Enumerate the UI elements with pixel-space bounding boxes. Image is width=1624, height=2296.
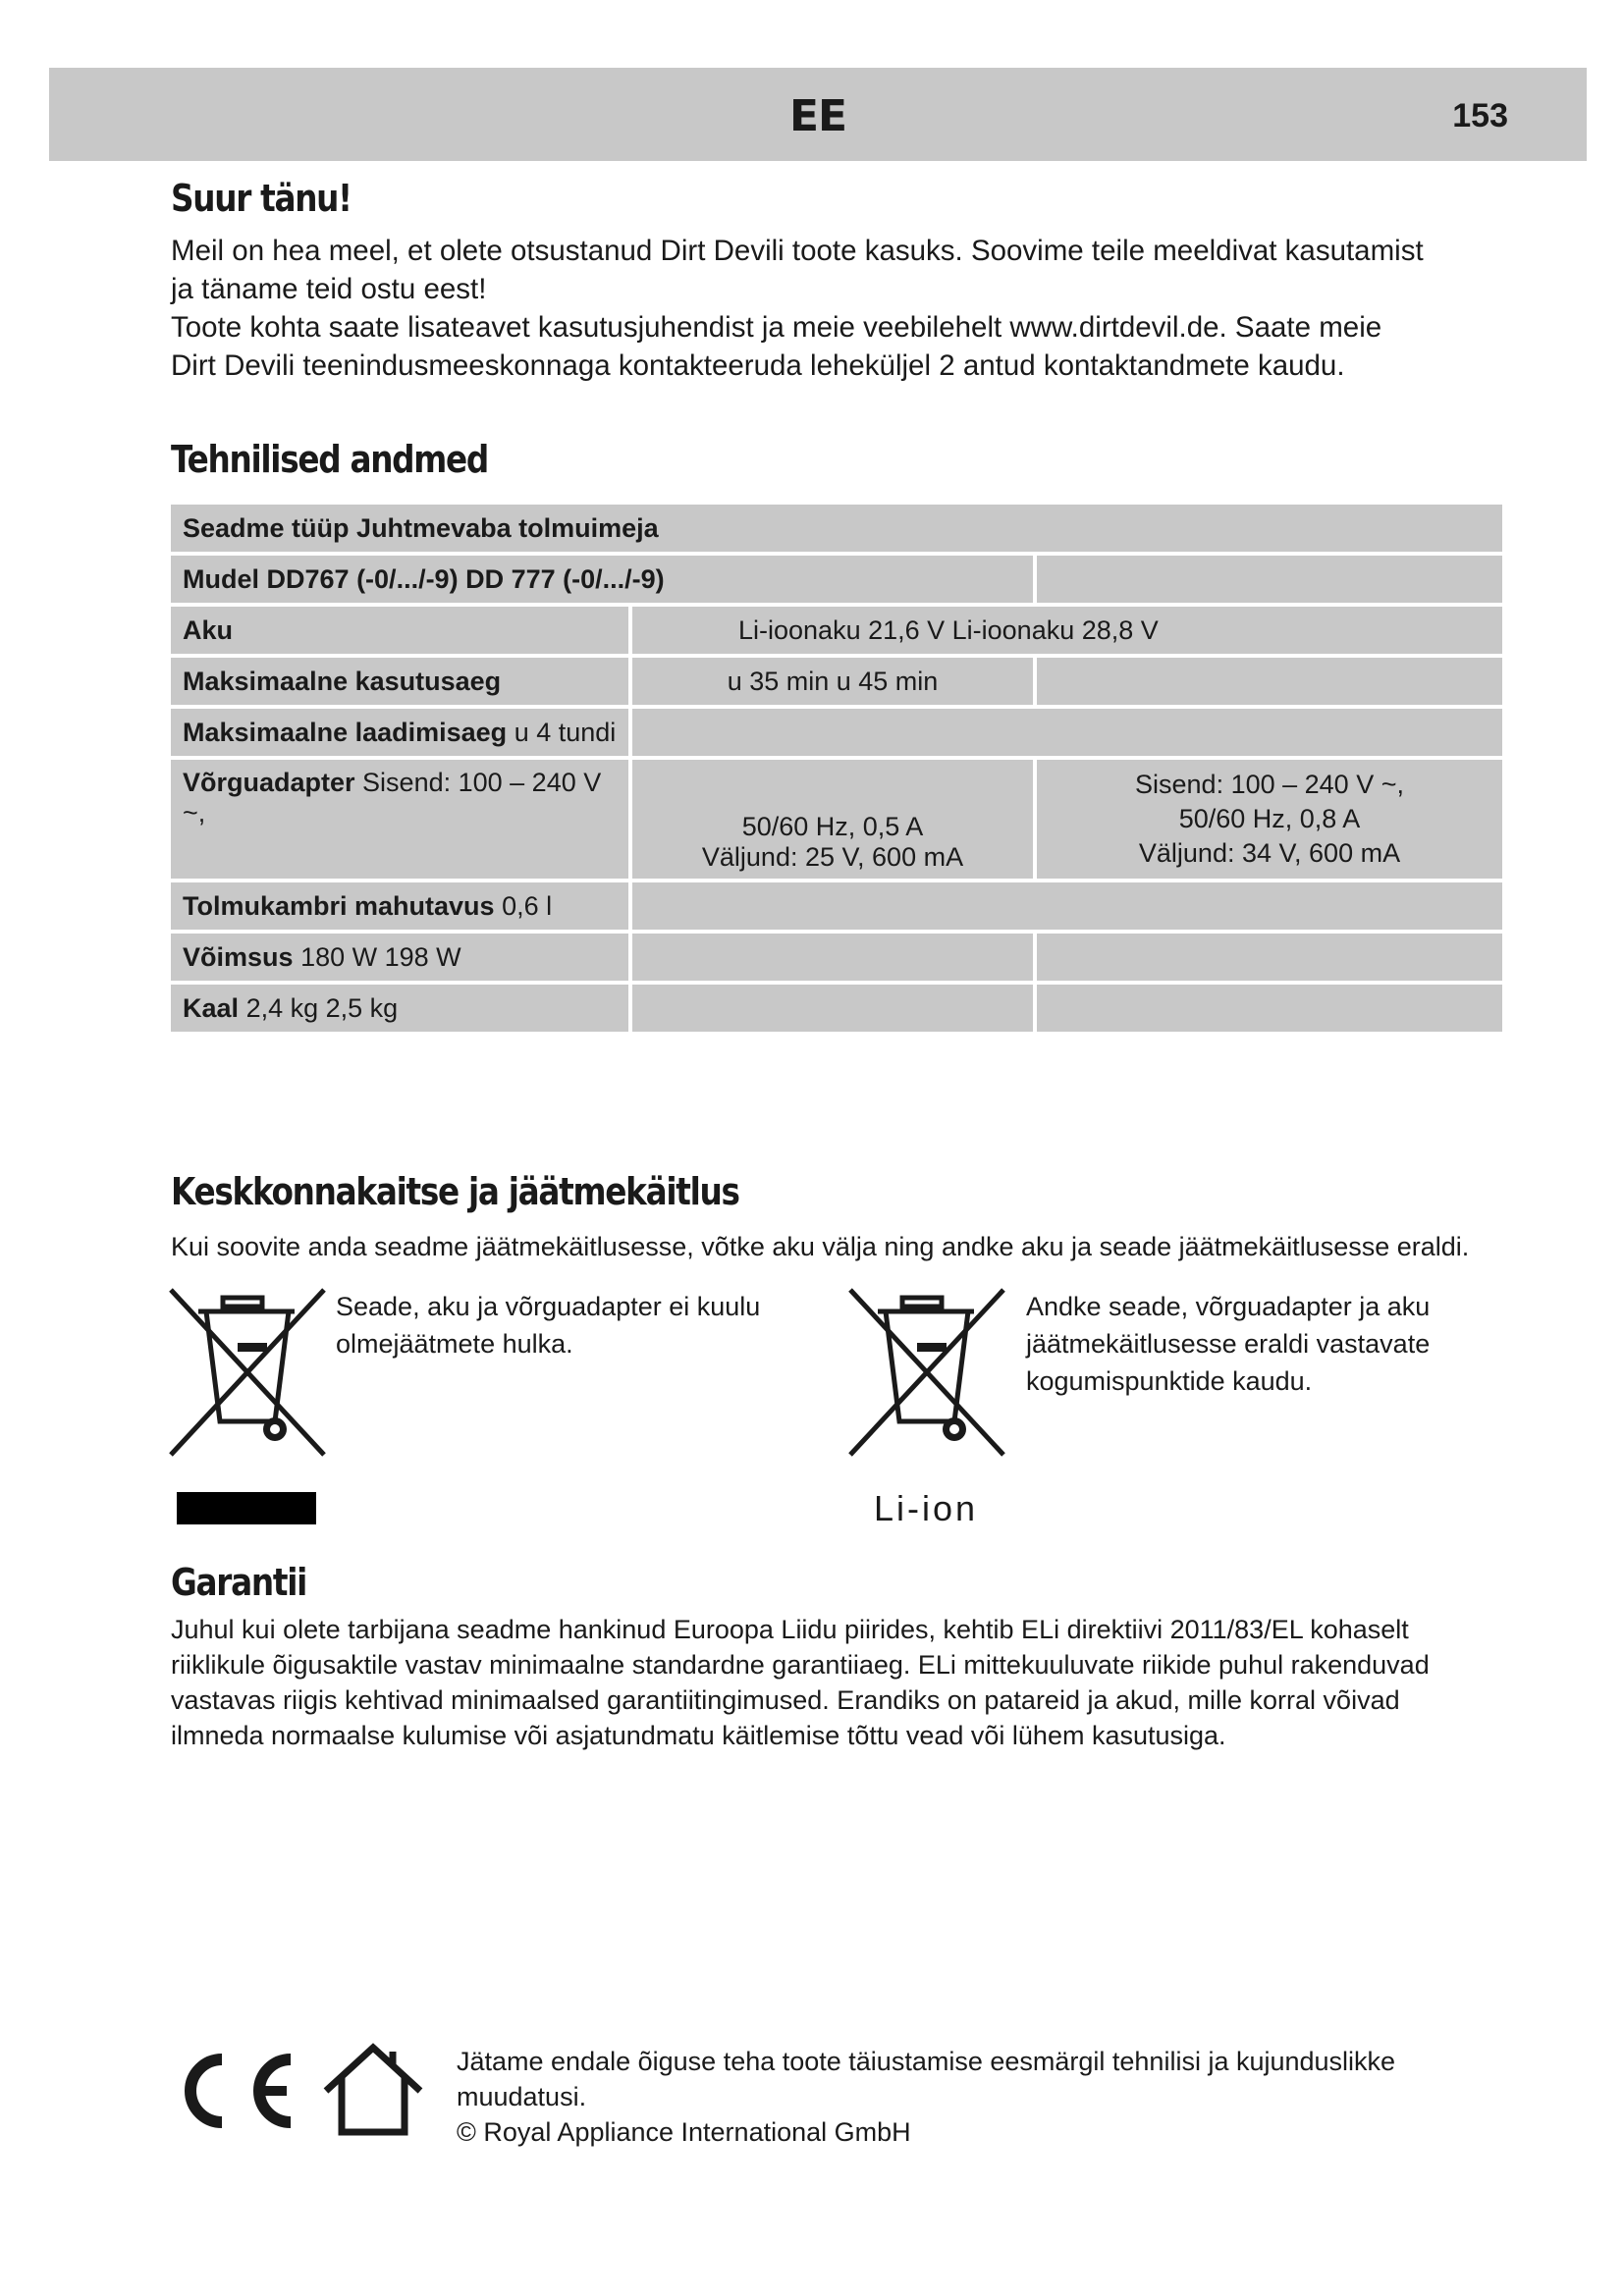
- thanks-heading: Suur tänu!: [171, 177, 352, 220]
- adapter-v1-cell: [632, 760, 1037, 879]
- device-type-label: Seadme tüüp: [183, 512, 350, 543]
- weight-cell: [171, 985, 632, 1032]
- footer-line-1: Jätame endale õiguse teha toote täiustamise eesmärgil tehnilisi ja kujunduslikke: [457, 2047, 1396, 2076]
- power-cell: [171, 934, 632, 981]
- env-right-line-3: kogumispunktide kaudu.: [1026, 1366, 1313, 1396]
- adapter-v2-cell: [1037, 760, 1502, 879]
- empty-cell: [632, 709, 1502, 756]
- warranty-line-2: riiklikule õigusaktile vastav minimaalne standardne garantiiaeg. ELi mittekuuluvate riikide puhul rakenduvad: [171, 1650, 1430, 1680]
- empty-cell: [1037, 985, 1502, 1032]
- thanks-line-2: ja täname teid ostu eest!: [171, 273, 487, 305]
- table-row: [171, 985, 1502, 1032]
- adapter-v1-line-1: 50/60 Hz, 0,5 A: [741, 812, 924, 841]
- adapter-v2-line-1: Sisend: 100 – 240 V ~,: [1135, 770, 1404, 799]
- empty-cell: [632, 934, 1037, 981]
- charge-cell: [171, 709, 632, 756]
- empty-cell: [1037, 556, 1502, 603]
- dust-cell: [171, 882, 632, 930]
- power-value: 180 W 198 W: [300, 941, 461, 972]
- battery-value: Li-ioonaku 21,6 V Li-ioonaku 28,8 V: [632, 607, 1502, 654]
- environment-left-text: [336, 1288, 760, 1362]
- env-right-line-1: Andke seade, võrguadapter ja aku: [1026, 1292, 1431, 1321]
- empty-cell: [632, 985, 1037, 1032]
- thanks-line-1: Meil on hea meel, et olete otsustanud Dirt Devili toote kasuks. Soovime teile meeldivat kasutamist: [171, 235, 1424, 267]
- env-right-line-2: jäätmekäitlusesse eraldi vastavate: [1026, 1329, 1431, 1359]
- table-row: [171, 709, 1502, 756]
- weight-label: Kaal: [183, 992, 240, 1023]
- runtime-value: u 35 min u 45 min: [632, 658, 1037, 705]
- page-number: 153: [1452, 97, 1508, 134]
- adapter-v1-line-2: Väljund: 25 V, 600 mA: [701, 842, 964, 872]
- runtime-label: Maksimaalne kasutusaeg: [171, 658, 632, 705]
- device-type-cell: [171, 505, 1502, 552]
- empty-cell: [632, 882, 1502, 930]
- warranty-line-4: ilmneda normaalse kulumise või asjatundmatu käitlemise tõttu vead või lühem kasutusiga.: [171, 1721, 1226, 1750]
- environment-heading: Keskkonnakaitse ja jäätmekäitlus: [171, 1170, 739, 1213]
- charge-value: u 4 tundi: [514, 717, 617, 747]
- adapter-v1-top: Sisend: 100 – 240 V ~,: [183, 768, 602, 828]
- environment-right-text: [1026, 1288, 1430, 1400]
- adapter-v2-line-3: Väljund: 34 V, 600 mA: [1138, 838, 1401, 868]
- warranty-line-3: vastavas riigis kehtivad minimaalsed garantiitingimused. Erandiks on patareid ja akud, mille korral võivad: [171, 1685, 1400, 1715]
- env-left-line-1: Seade, aku ja võrguadapter ei kuulu: [336, 1292, 761, 1321]
- thanks-line-3: Toote kohta saate lisateavet kasutusjuhendist ja meie veebilehelt www.dirtdevil.de. Saate meie: [171, 311, 1382, 344]
- power-label: Võimsus: [183, 941, 294, 972]
- language-code: EE: [788, 91, 847, 141]
- charge-label: Maksimaalne laadimisaeg: [183, 717, 508, 747]
- table-row: [171, 505, 1502, 552]
- dust-label: Tolmukambri mahutavus: [183, 890, 495, 921]
- thanks-paragraph: [171, 232, 1424, 385]
- model-value: DD767 (-0/.../-9) DD 777 (-0/.../-9): [266, 563, 665, 594]
- footer-text: [457, 2044, 1395, 2150]
- empty-cell: [1037, 934, 1502, 981]
- table-row: [171, 607, 1502, 654]
- environment-intro: Kui soovite anda seadme jäätmekäitlusesse, võtke aku välja ning andke aku ja seade jäätmekäitlusesse eraldi.: [171, 1232, 1470, 1261]
- tech-heading: Tehnilised andmed: [171, 438, 489, 481]
- thanks-line-4: Dirt Devili teenindusmeeskonnaga kontakteeruda leheküljel 2 antud kontaktandmete kaudu.: [171, 349, 1345, 382]
- table-row: [171, 658, 1502, 705]
- warranty-paragraph: [171, 1612, 1430, 1753]
- env-left-line-2: olmejäätmete hulka.: [336, 1329, 573, 1359]
- table-row: [171, 556, 1502, 603]
- adapter-cell: [171, 760, 632, 879]
- empty-cell: [1037, 658, 1502, 705]
- model-cell: [171, 556, 1037, 603]
- crossed-bin-icon: [848, 1288, 1005, 1457]
- adapter-v2-line-2: 50/60 Hz, 0,8 A: [1178, 804, 1361, 833]
- table-row: [171, 760, 1502, 879]
- footer-line-2: muudatusi.: [457, 2082, 587, 2111]
- tech-data-table: [171, 501, 1502, 1036]
- house-icon: [322, 2042, 424, 2136]
- footer-line-3: © Royal Appliance International GmbH: [457, 2117, 911, 2147]
- black-bar-marking: [177, 1492, 316, 1524]
- liion-label: Li-ion: [874, 1488, 979, 1528]
- warranty-line-1: Juhul kui olete tarbijana seadme hankinud Euroopa Liidu piirides, kehtib ELi direktiivi 2011/83/EL kohaselt: [171, 1615, 1409, 1644]
- device-type-value: Juhtmevaba tolmuimeja: [356, 512, 659, 543]
- page-header: [49, 68, 1587, 161]
- weight-value: 2,4 kg 2,5 kg: [245, 992, 399, 1023]
- ce-mark-icon: [165, 2052, 302, 2130]
- crossed-bin-icon: [169, 1288, 326, 1457]
- model-label: Mudel: [183, 563, 259, 594]
- adapter-label: Võrguadapter: [183, 768, 355, 797]
- dust-value: 0,6 l: [502, 890, 553, 921]
- table-row: [171, 934, 1502, 981]
- warranty-heading: Garantii: [171, 1561, 307, 1604]
- table-row: [171, 882, 1502, 930]
- battery-label: Aku: [171, 607, 632, 654]
